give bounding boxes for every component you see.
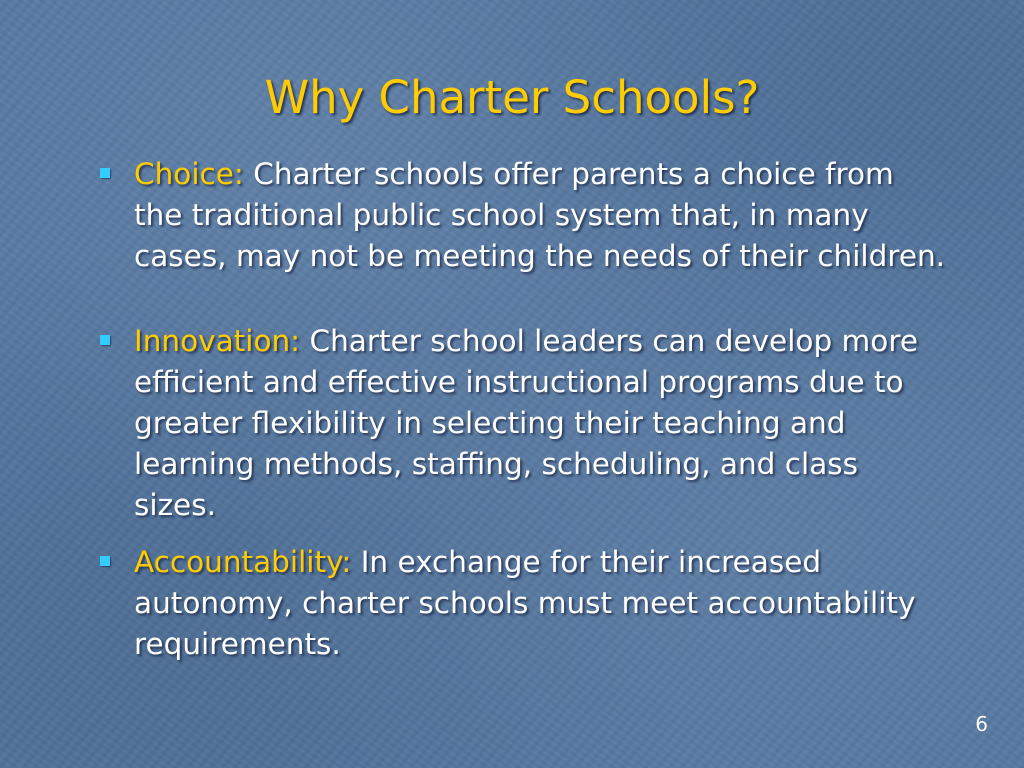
square-bullet-icon: [100, 335, 110, 345]
bullet-label: Choice:: [134, 157, 244, 191]
bullet-body: In exchange for their increased autonomy, charter schools must meet accountability requirements.: [134, 545, 916, 661]
bullet-label: Innovation:: [134, 324, 301, 358]
square-bullet-icon: [100, 168, 110, 178]
square-bullet-icon: [100, 556, 110, 566]
bullet-text: [134, 542, 946, 665]
bullet-label: Accountability:: [134, 545, 352, 579]
bullet-body: Charter schools offer parents a choice from the traditional public school system that, in many cases, may not be meeting the needs of their children.: [134, 157, 946, 273]
bullet-text: [134, 154, 946, 277]
bullet-text: [134, 321, 946, 526]
slide-number: 6: [975, 712, 988, 736]
slide-title: Why Charter Schools?: [264, 71, 760, 124]
bullet-body: Charter school leaders can develop more efficient and effective instructional programs due to greater flexibility in selecting their teaching and learning methods, staffing, scheduling, and class sizes.: [134, 324, 918, 522]
